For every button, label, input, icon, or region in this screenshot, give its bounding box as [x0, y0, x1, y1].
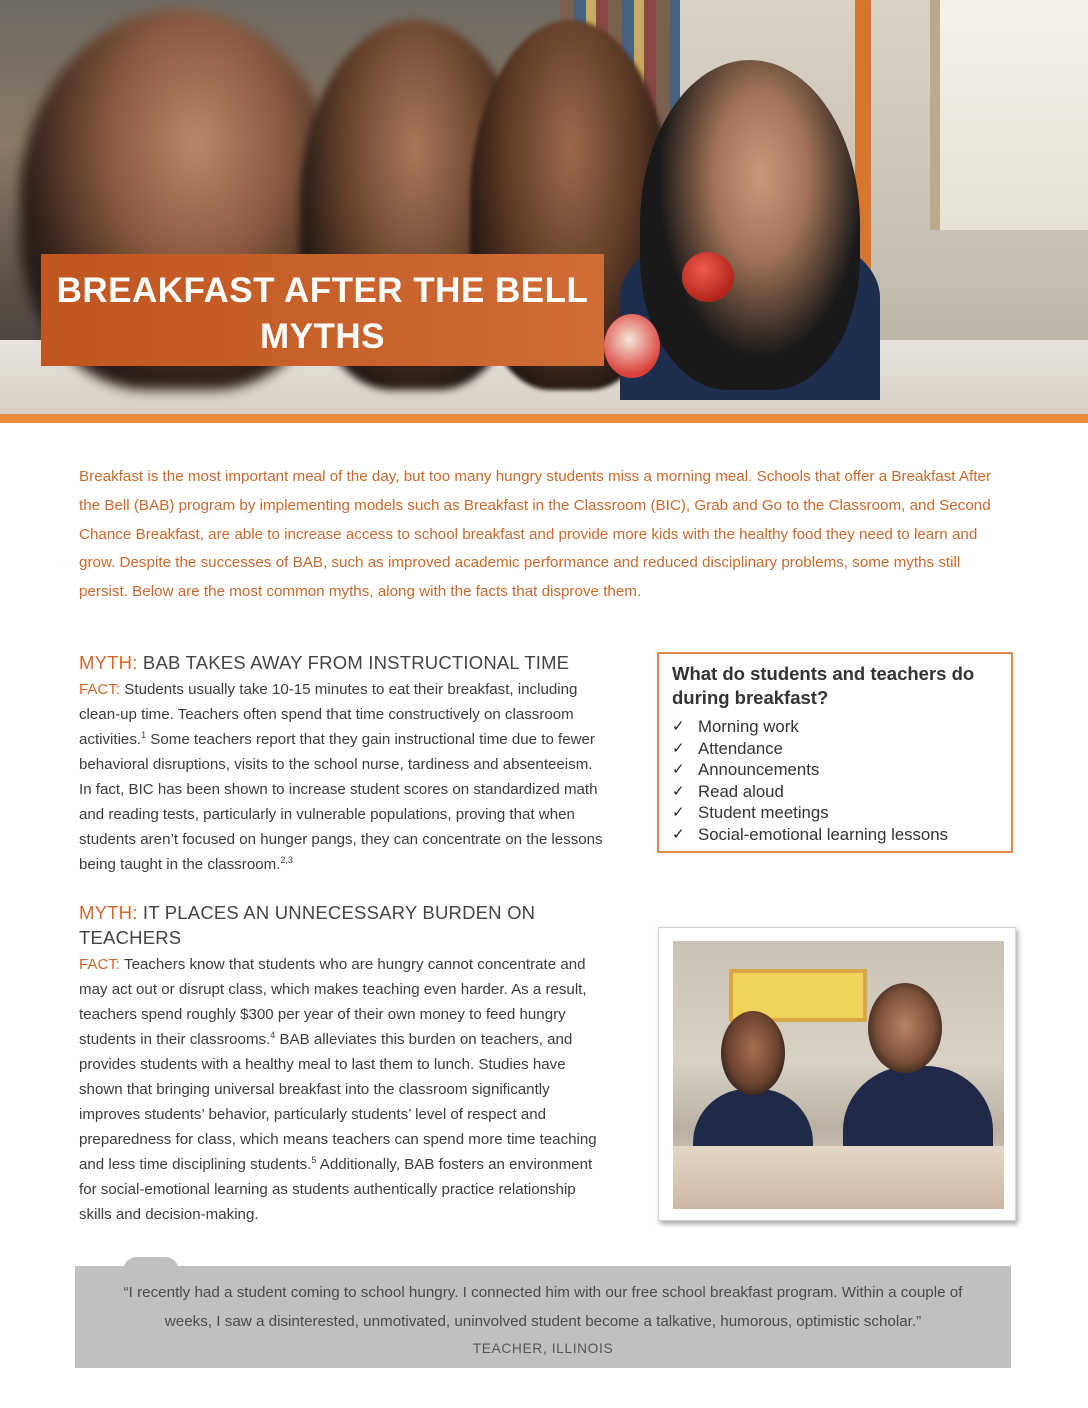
classroom-desk — [673, 1146, 1004, 1209]
list-item — [672, 716, 999, 738]
intro-paragraph: Breakfast is the most important meal of the day, but too many hungry students miss a morning meal. Schools that offer a Breakfast After the Bell (BAB) program by implementing models such as Breakfast in the Classroom (BIC), Grab and Go to the Classroom, and Second Chance Breakfast, are able to increase access to school breakfast and provide more kids with the healthy food they need to learn and grow. Despite the successes of BAB, such as improved academic performance and reduced disciplinary problems, some myths still persist. Below are the most common myths, along with the facts that disprove them. — [79, 468, 991, 601]
classroom-photo — [673, 941, 1004, 1209]
list-item-label: Social-emotional learning lessons — [698, 824, 948, 844]
student-face — [721, 1011, 785, 1095]
hero-divider — [0, 414, 1088, 423]
quote-attribution: TEACHER, ILLINOIS — [472, 1341, 614, 1356]
fact-text: Some teachers report that they gain instructional time due to fewer behavioral disruptions, visits to the school nurse, tardiness and absenteeism. In fact, BIC has been shown to increase student scores on standardized math and reading tests, particularly in vulnerable populations, proving that when students aren’t focused on hunger pangs, they can concentrate on the lessons being taught in the classroom. — [79, 731, 603, 873]
checkmark-icon: ✓ — [672, 761, 685, 779]
quote-tab-decoration — [123, 1257, 179, 1271]
page-title-line-1: BREAKFAST AFTER THE BELL — [56, 271, 589, 310]
myth-label: MYTH: — [79, 652, 138, 673]
myth-section — [79, 650, 609, 877]
teacher-quote-box — [75, 1266, 1011, 1368]
apple-image — [604, 314, 660, 378]
fact-text: Teachers know that students who are hungry cannot concentrate and may act out or disrupt class, which makes teaching even harder. As a result, teachers spend roughly $300 per year of their own money to feed hungry students in their classrooms. — [79, 956, 587, 1048]
footnote-ref: 5 — [311, 1154, 317, 1165]
myth-heading-text: BAB TAKES AWAY FROM INSTRUCTIONAL TIME — [137, 652, 570, 673]
list-item-label: Announcements — [698, 760, 820, 780]
fact-label: FACT: — [79, 956, 121, 973]
myth-heading — [79, 900, 609, 950]
checkmark-icon: ✓ — [672, 825, 685, 843]
checkmark-icon: ✓ — [672, 804, 685, 822]
hero-student-4 — [640, 60, 860, 390]
fact-text: BAB alleviates this burden on teachers, and provides students with a healthy meal to last them to lunch. Studies have shown that bringing universal breakfast into the classroom significantly improves students’ behavior, particularly students’ level of respect and preparedness for class, which means teachers can spend more time teaching and less time disciplining students. — [79, 1031, 597, 1173]
hero-photo — [0, 0, 1088, 414]
student-face — [868, 983, 942, 1073]
fact-paragraph — [79, 952, 609, 1227]
list-item-label: Attendance — [698, 738, 783, 758]
sidebox-title: What do students and teachers do during breakfast? — [672, 663, 975, 708]
activities-list — [672, 716, 999, 846]
list-item — [672, 824, 999, 846]
list-item — [672, 802, 999, 824]
fact-paragraph — [79, 677, 609, 877]
myth-heading — [79, 650, 609, 675]
apple-image — [682, 252, 734, 302]
checkmark-icon: ✓ — [672, 718, 685, 735]
classroom-photo-frame — [658, 927, 1016, 1221]
hero-window — [930, 0, 1088, 230]
myth-section — [79, 900, 609, 1227]
list-item — [672, 781, 999, 803]
quote-text: “I recently had a student coming to school hungry. I connected him with our free school breakfast program. Within a couple of weeks, I saw a disinterested, unmotivated, uninvolved student become a talkative, humorous, optimistic scholar.” — [123, 1284, 963, 1330]
myth-heading-text: IT PLACES AN UNNECESSARY BURDEN ON TEACHERS — [79, 902, 536, 948]
checkmark-icon: ✓ — [672, 739, 685, 757]
myth-label: MYTH: — [79, 902, 138, 923]
list-item-label: Read aloud — [698, 781, 784, 801]
activities-sidebox — [657, 652, 1013, 853]
list-item — [672, 738, 999, 760]
fact-label: FACT: — [79, 681, 121, 698]
footnote-ref: 4 — [270, 1029, 276, 1040]
list-item-label: Student meetings — [698, 803, 829, 823]
fact-text: Additionally, BAB fosters an environment for social-emotional learning as students authentically practice relationship skills and decision-making. — [79, 1156, 593, 1223]
footnote-ref: 2,3 — [280, 854, 293, 865]
footnote-ref: 1 — [141, 729, 147, 740]
checkmark-icon: ✓ — [672, 782, 685, 800]
list-item-label: Morning work — [698, 717, 799, 736]
page-title — [41, 254, 604, 366]
fact-text: Students usually take 10-15 minutes to eat their breakfast, including clean-up time. Teachers often spend that time constructively on classroom activities. — [79, 681, 578, 748]
list-item — [672, 759, 999, 781]
page-title-line-2: MYTHS — [260, 317, 385, 356]
